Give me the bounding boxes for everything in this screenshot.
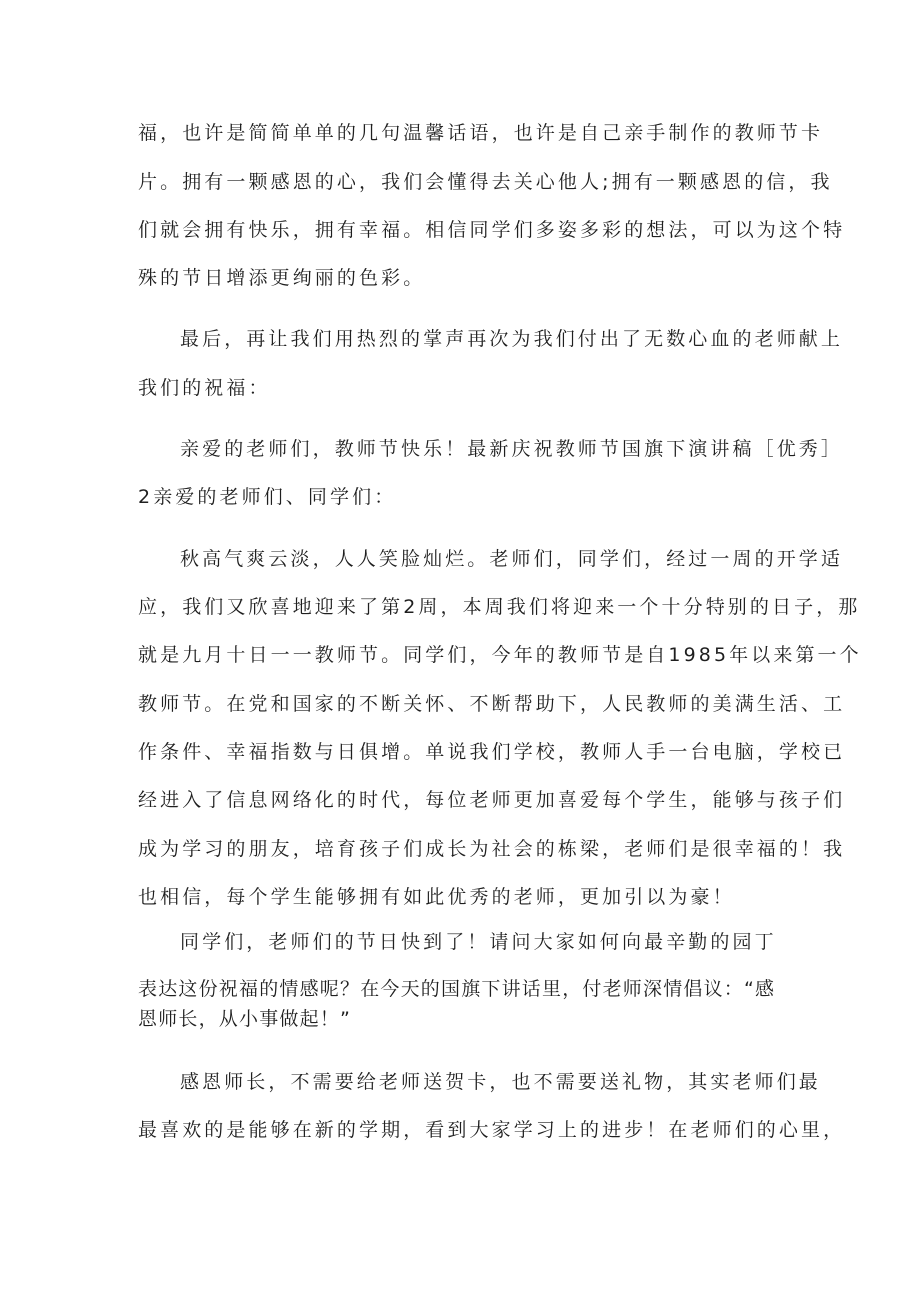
text-line: 教师节。在党和国家的不断关怀、不断帮助下，人民教师的美满生活、工	[138, 693, 846, 715]
text-line: 就是九月十日一一教师节。同学们，今年的教师节是自1985年以来第一个	[138, 644, 862, 666]
text-line: 片。拥有一颗感恩的心，我们会懂得去关心他人;拥有一颗感恩的信，我	[138, 171, 833, 193]
text-line: 殊的节日增添更绚丽的色彩。	[138, 267, 426, 289]
text-line: 们就会拥有快乐，拥有幸福。相信同学们多姿多彩的想法，可以为这个特	[138, 219, 846, 241]
text-line: 秋高气爽云淡，人人笑脸灿烂。老师们，同学们，经过一周的开学适	[180, 548, 844, 570]
text-line: 也相信，每个学生能够拥有如此优秀的老师，更加引以为豪！	[138, 886, 735, 908]
text-line: 2亲爱的老师们、同学们：	[138, 486, 397, 508]
text-line: 恩师长，从小事做起！”	[138, 1008, 352, 1030]
text-line: 福，也许是简简单单的几句温馨话语，也许是自己亲手制作的教师节卡	[138, 122, 824, 144]
text-line: 经进入了信息网络化的时代，每位老师更加喜爱每个学生，能够与孩子们	[138, 789, 846, 811]
text-line: 应，我们又欣喜地迎来了第2周，本周我们将迎来一个十分特别的日子，那	[138, 596, 861, 618]
text-line: 作条件、幸福指数与日俱增。单说我们学校，教师人手一台电脑，学校已	[138, 741, 846, 763]
text-line: 亲爱的老师们，教师节快乐！最新庆祝教师节国旗下演讲稿［优秀］	[180, 438, 844, 460]
text-line: 最后，再让我们用热烈的掌声再次为我们付出了无数心血的老师献上	[180, 328, 844, 350]
text-line: 表达这份祝福的情感呢？在今天的国旗下讲话里，付老师深情倡议：“感	[138, 978, 776, 1000]
text-line: 感恩师长，不需要给老师送贺卡，也不需要送礼物，其实老师们最	[180, 1071, 821, 1093]
text-line: 成为学习的朋友，培育孩子们成长为社会的栋梁，老师们是很幸福的！我	[138, 838, 846, 860]
text-line: 我们的祝福：	[138, 377, 271, 399]
text-line: 最喜欢的是能够在新的学期，看到大家学习上的进步！在老师们的心里，	[138, 1119, 846, 1141]
text-line: 同学们，老师们的节日快到了！请问大家如何向最辛勤的园丁	[180, 931, 777, 953]
